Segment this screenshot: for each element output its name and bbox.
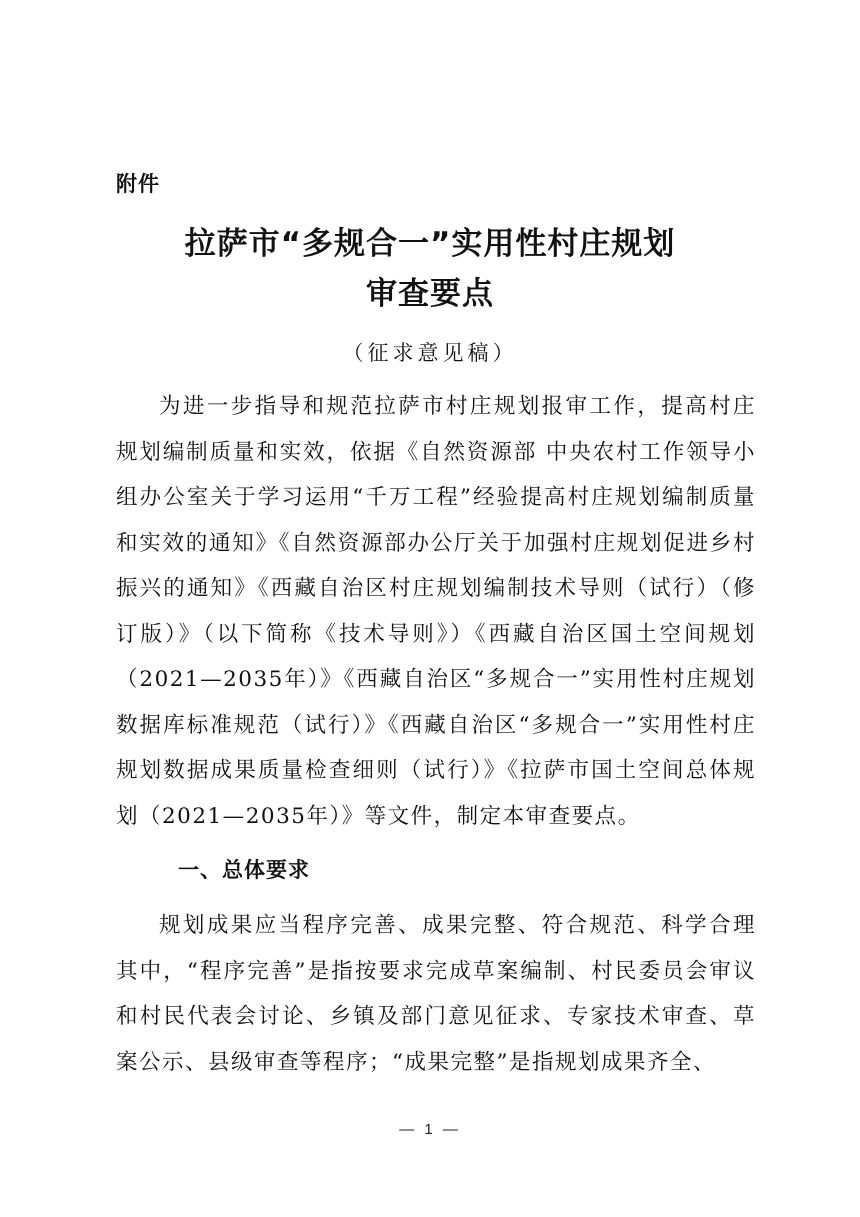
document-title-line-1: 拉萨市“多规合一”实用性村庄规划 [184,226,676,262]
page-number: — 1 — [399,1121,461,1138]
document-title-line-2: 审查要点 [366,276,494,312]
draft-subtitle: （征求意见稿） [342,341,518,365]
intro-paragraph: 为进一步指导和规范拉萨市村庄规划报审工作，提高村庄规划编制质量和实效，依据《自然资源部 中央农村工作领导小组办公室关于学习运用“千万工程”经验提高村庄规划编制质量和实效的通知》《自然资源部办公厅关于加强村庄规划促进乡村振兴的通知》《西藏自治区村庄规划编制技术导则（试行）（修订版）》（以下简称《技术导则》）《西藏自治区国土空间规划（2021—2035年）》《西藏自治区“多规合一”实用性村庄规划数据库标准规范（试行）》《西藏自治区“多规合一”实用性村庄规划数据成果质量检查细则（试行）》《拉萨市国土空间总体规划（2021—2035年）》等文件，制定本审查要点。 [116,394,756,829]
section-heading: 一、总体要求 [178,858,310,882]
intro-paragraph-block [116,384,756,839]
attachment-label: 附件 [116,172,160,196]
requirements-paragraph: 规划成果应当程序完善、成果完整、符合规范、科学合理其中，“程序完善”是指按要求完成草案编制、村民委员会审议和村民代表会讨论、乡镇及部门意见征求、专家技术审查、草案公示、县级审查等程序；“成果完整”是指规划成果齐全、 [116,913,756,1075]
requirements-paragraph-block [116,903,756,1085]
